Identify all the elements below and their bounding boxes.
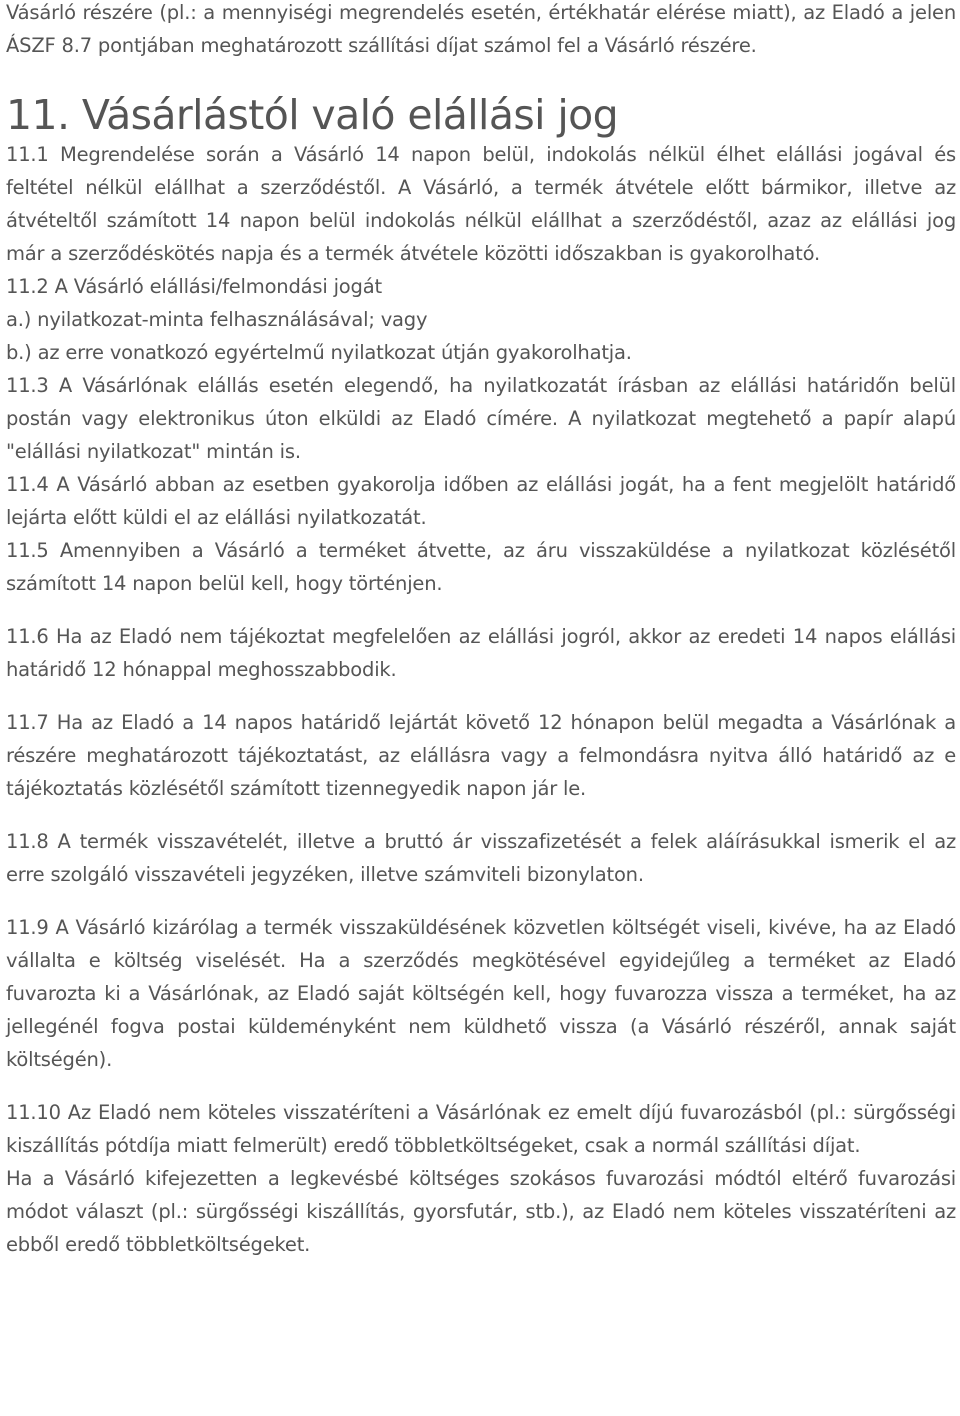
document-page xyxy=(6,0,956,1261)
section-heading: 11. Vásárlástól való elállási jog xyxy=(6,91,619,139)
paragraph-11-2: 11.2 A Vásárló elállási/felmondási jogát xyxy=(6,275,382,298)
paragraph-11-7: 11.7 Ha az Eladó a 14 napos határidő lejártát követő 12 hónapon belül megadta a Vásárlónak a részére meghatározott tájékoztatást, az elállásra vagy a felmondásra nyitva álló határidő az e tájékoztatás közlésétől számított tizennegyedik napon jár le. xyxy=(6,711,956,800)
paragraph-11-1: 11.1 Megrendelése során a Vásárló 14 napon belül, indokolás nélkül élhet elállási jogával és feltétel nélkül elállhat a szerződéstől. A Vásárló, a termék átvétele előtt bármikor, illetve az átvételtől számított 14 napon belül indokolás nélkül elállhat a szerződéstől, azaz az elállási jog már a szerződéskötés napja és a termék átvétele közötti időszakban is gyakorolható. xyxy=(6,143,956,265)
paragraph-11-2-b: b.) az erre vonatkozó egyértelmű nyilatkozat útján gyakorolhatja. xyxy=(6,341,632,364)
paragraph-11-8: 11.8 A termék visszavételét, illetve a bruttó ár visszafizetését a felek aláírásukkal ismerik el az erre szolgáló visszavételi jegyzéken, illetve számviteli bizonylaton. xyxy=(6,830,956,886)
paragraph-11-4: 11.4 A Vásárló abban az esetben gyakorolja időben az elállási jogát, ha a fent megjelölt határidő lejárta előtt küldi el az elállási nyilatkozatát. xyxy=(6,473,956,529)
intro-paragraph: Vásárló részére (pl.: a mennyiségi megrendelés esetén, értékhatár elérése miatt), az Eladó a jelen ÁSZF 8.7 pontjában meghatározott szállítási díjat számol fel a Vásárló részére. xyxy=(6,1,956,57)
paragraph-11-10: 11.10 Az Eladó nem köteles visszatéríteni a Vásárlónak ez emelt díjú fuvarozásból (pl.: sürgősségi kiszállítás pótdíja miatt felmerült) eredő többletköltségeket, csak a normál szállítási díjat. xyxy=(6,1101,956,1157)
paragraph-11-6: 11.6 Ha az Eladó nem tájékoztat megfelelően az elállási jogról, akkor az eredeti 14 napos elállási határidő 12 hónappal meghosszabbodik. xyxy=(6,625,956,681)
paragraph-11-10-b: Ha a Vásárló kifejezetten a legkevésbé költséges szokásos fuvarozási módtól eltérő fuvarozási módot választ (pl.: sürgősségi kiszállítás, gyorsfutár, stb.), az Eladó nem köteles visszatéríteni az ebből eredő többletköltségeket. xyxy=(6,1167,956,1256)
paragraph-11-5: 11.5 Amennyiben a Vásárló a terméket átvette, az áru visszaküldése a nyilatkozat közlésétől számított 14 napon belül kell, hogy történjen. xyxy=(6,539,956,595)
paragraph-11-9: 11.9 A Vásárló kizárólag a termék visszaküldésének közvetlen költségét viseli, kivéve, ha az Eladó vállalta e költség viselését. Ha a szerződés megkötésével egyidejűleg a terméket az Eladó fuvarozta ki a Vásárlónak, az Eladó saját költségén kell, hogy fuvarozza vissza a terméket, ha az jellegénél fogva postai küldeményként nem küldhető vissza (a Vásárló részéről, annak saját költségén). xyxy=(6,916,956,1071)
paragraph-11-3: 11.3 A Vásárlónak elállás esetén elegendő, ha nyilatkozatát írásban az elállási határidőn belül postán vagy elektronikus úton elküldi az Eladó címére. A nyilatkozat megtehető a papír alapú "elállási nyilatkozat" mintán is. xyxy=(6,374,956,463)
paragraph-11-2-a: a.) nyilatkozat-minta felhasználásával; vagy xyxy=(6,308,428,331)
